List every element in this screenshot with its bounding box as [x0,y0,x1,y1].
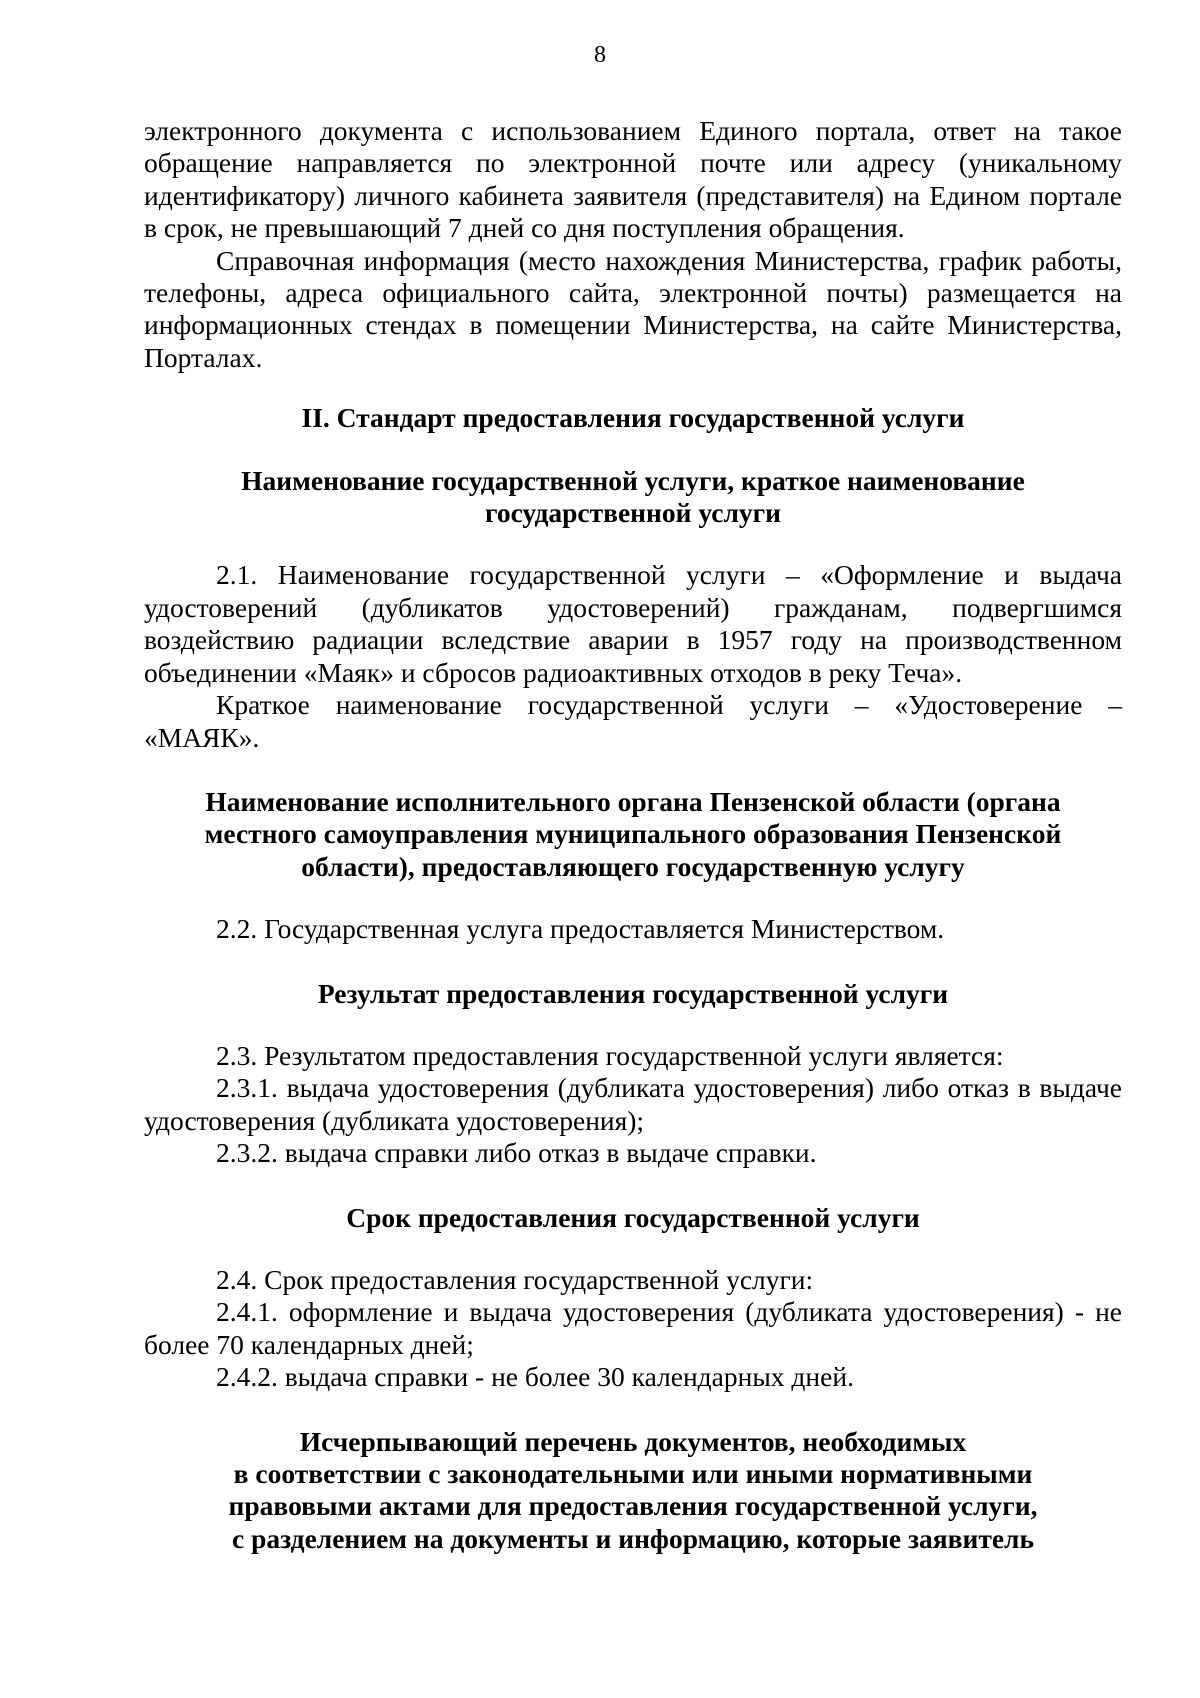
paragraph-2-3-1: 2.3.1. выдача удостоверения (дубликата удостоверения) либо отказ в выдаче удостоверения (дубликата удостоверения); [144,1072,1122,1136]
document-body [144,115,1122,1555]
heading-term: Срок предоставления государственной услуги [346,1201,920,1233]
paragraph-intro-continuation: электронного документа с использованием Единого портала, ответ на такое обращение направляется по электронной почте или адресу (уникальному идентификатору) личного кабинета заявителя (представителя) на Едином портале в срок, не превышающий 7 дней со дня поступления обращения. [144,115,1122,244]
heading-line: правовыми актами для предоставления государственной услуги, [228,1490,1038,1522]
section-title: II. Стандарт предоставления государственной услуги [301,402,965,434]
paragraph-2-4-1: 2.4.1. оформление и выдача удостоверения (дубликата удостоверения) - не более 70 календарных дней; [144,1296,1122,1360]
heading-line: Наименование государственной услуги, краткое наименование [241,464,1025,496]
heading-line: местного самоуправления муниципального образования Пензенской [204,818,1062,850]
heading-line: Исчерпывающий перечень документов, необходимых [299,1425,967,1457]
paragraph-2-4: 2.4. Срок предоставления государственной услуги: [216,1263,814,1295]
paragraph-2-3: 2.3. Результатом предоставления государственной услуги является: [216,1039,1004,1071]
paragraph-2-4-2: 2.4.2. выдача справки - не более 30 календарных дней. [216,1361,854,1393]
paragraph-2-2: 2.2. Государственная услуга предоставляется Министерством. [216,913,945,945]
paragraph-short-name: Краткое наименование государственной услуги – «Удостоверение – «МАЯК». [144,689,1122,753]
paragraph-2-3-2: 2.3.2. выдача справки либо отказ в выдаче справки. [216,1137,817,1169]
heading-line: с разделением на документы и информацию, которые заявитель [231,1522,1035,1554]
paragraph-reference-info: Справочная информация (место нахождения Министерства, график работы, телефоны, адреса официального сайта, электронной почты) размещается на информационных стендах в помещении Министерства, на сайте Министерства, Порталах. [144,244,1122,373]
heading-service-name [144,465,1122,530]
heading-documents-list [144,1426,1122,1556]
page-number: 8 [594,42,606,68]
heading-line: Наименование исполнительного органа Пензенской области (органа [205,785,1061,817]
heading-line: области), предоставляющего государственную услугу [301,850,965,882]
heading-result: Результат предоставления государственной услуги [317,977,949,1009]
paragraph-2-1: 2.1. Наименование государственной услуги – «Оформление и выдача удостоверений (дубликатов удостоверений) гражданам, подвергшимся воздействию радиации вследствие аварии в 1957 году на производственном объединении «Маяк» и сбросов радиоактивных отходов в реку Теча». [144,559,1122,688]
heading-line: в соответствии с законодательными или иными нормативными [233,1458,1033,1489]
heading-executive-organ [144,786,1122,883]
heading-line: государственной услуги [485,497,781,529]
